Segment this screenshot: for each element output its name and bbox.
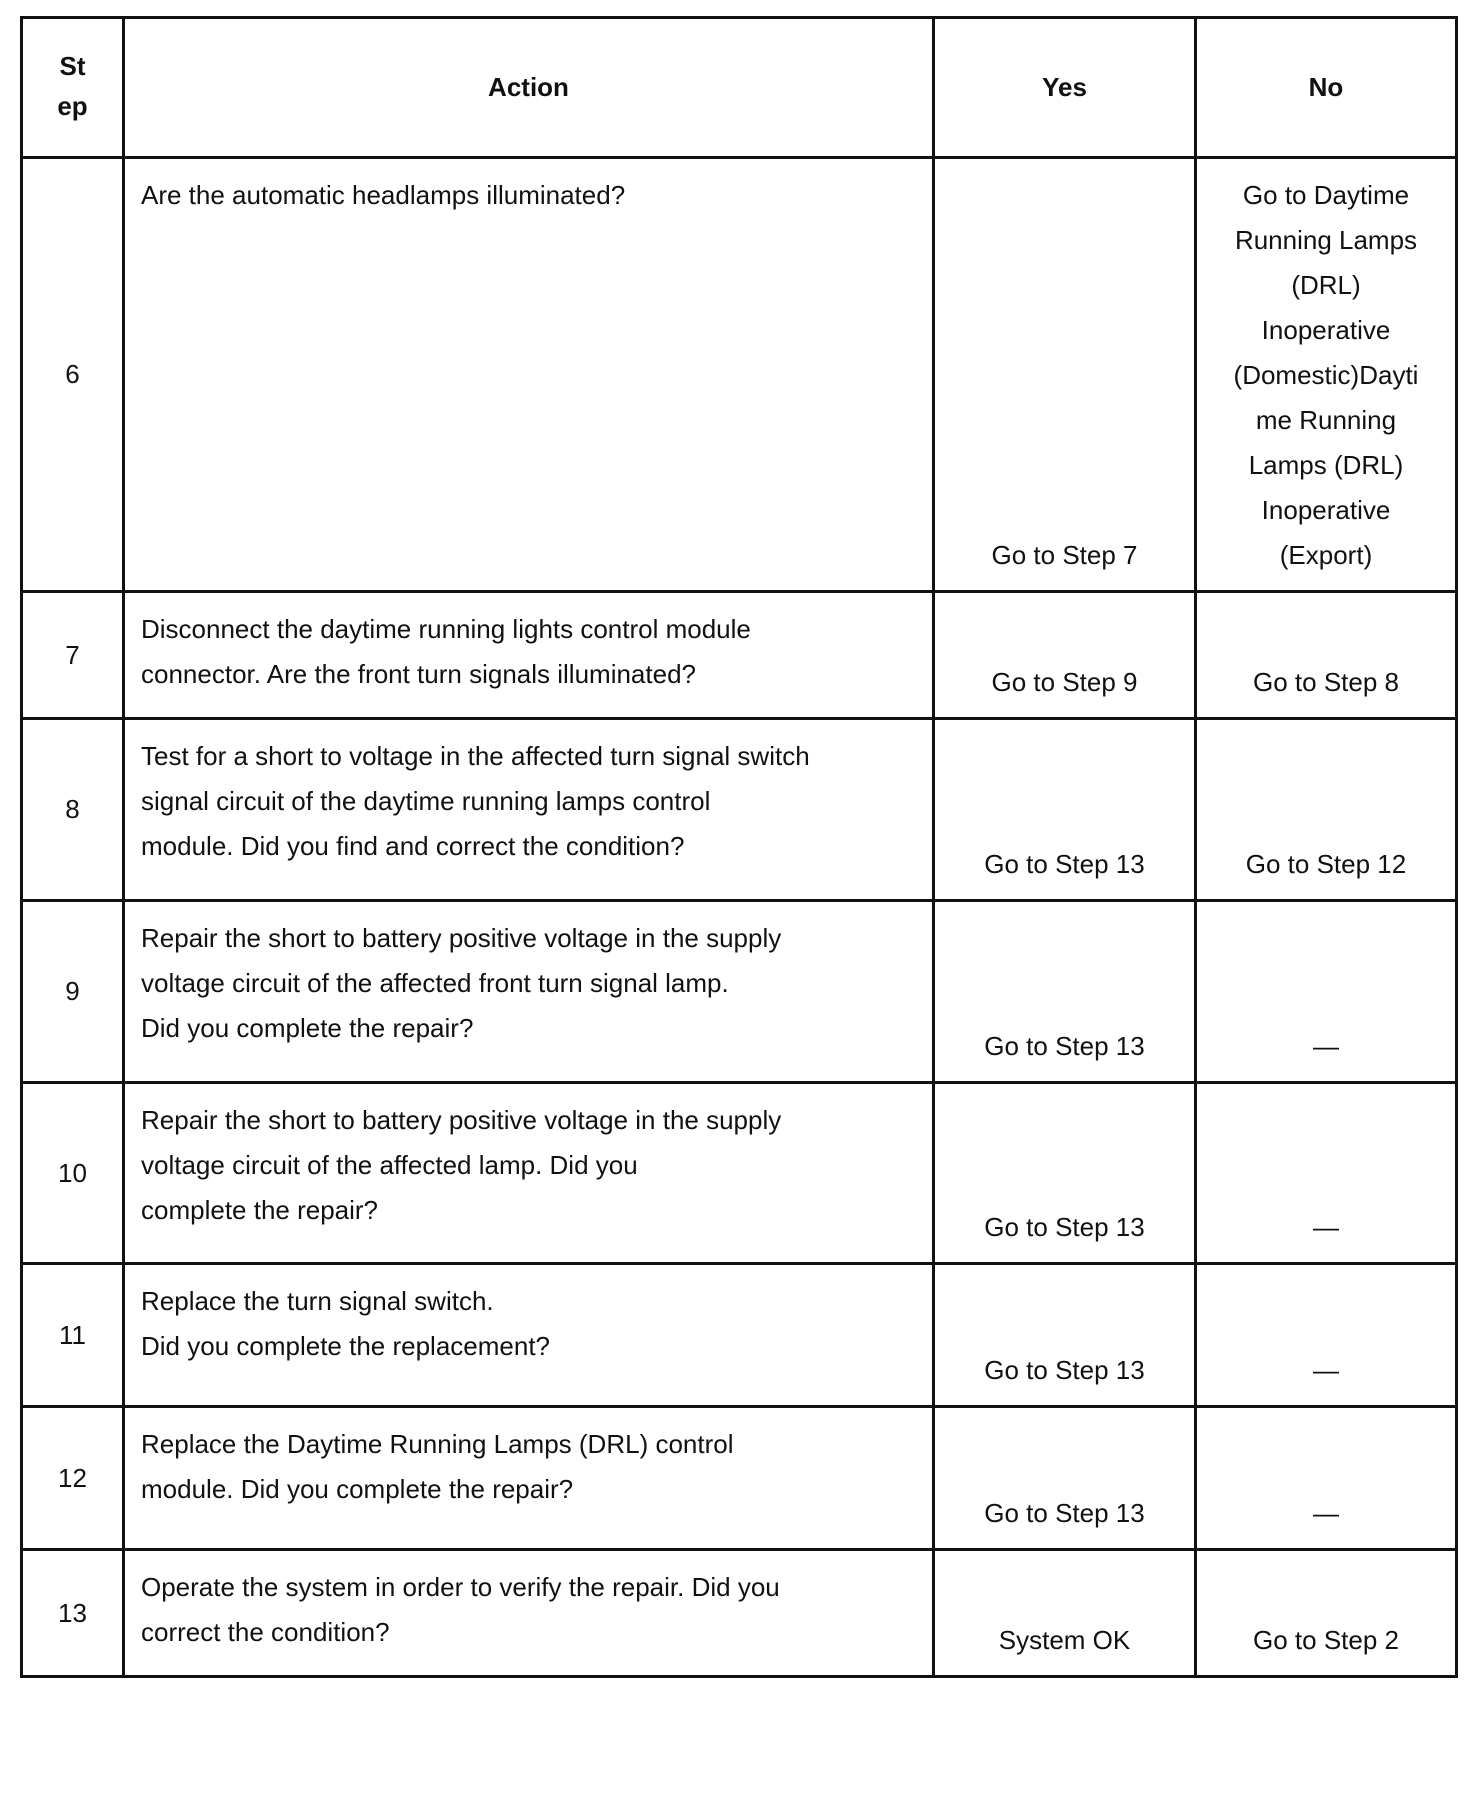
no-result: Go to Step 2 bbox=[1196, 1550, 1457, 1677]
step-number: 7 bbox=[22, 592, 124, 719]
step-number: 9 bbox=[22, 901, 124, 1083]
header-yes: Yes bbox=[934, 18, 1196, 158]
header-no: No bbox=[1196, 18, 1457, 158]
table-row bbox=[22, 158, 1457, 592]
table-row bbox=[22, 1083, 1457, 1264]
step-number: 10 bbox=[22, 1083, 124, 1264]
yes-result: Go to Step 13 bbox=[934, 1264, 1196, 1407]
step-number: 11 bbox=[22, 1264, 124, 1407]
yes-result: Go to Step 13 bbox=[934, 1407, 1196, 1550]
no-result: — bbox=[1196, 1407, 1457, 1550]
table-row bbox=[22, 592, 1457, 719]
action-text: Repair the short to battery positive voltage in the supply voltage circuit of the affected front turn signal lamp. Did you complete the repair? bbox=[124, 901, 934, 1083]
action-text: Disconnect the daytime running lights control module connector. Are the front turn signals illuminated? bbox=[124, 592, 934, 719]
no-result: — bbox=[1196, 1264, 1457, 1407]
action-text: Repair the short to battery positive voltage in the supply voltage circuit of the affected lamp. Did you complete the repair? bbox=[124, 1083, 934, 1264]
header-action: Action bbox=[124, 18, 934, 158]
step-number: 12 bbox=[22, 1407, 124, 1550]
no-result: — bbox=[1196, 901, 1457, 1083]
no-result: Go to Step 8 bbox=[1196, 592, 1457, 719]
step-number: 6 bbox=[22, 158, 124, 592]
action-text: Test for a short to voltage in the affected turn signal switch signal circuit of the daytime running lamps control module. Did you find and correct the condition? bbox=[124, 719, 934, 901]
no-result: Go to Daytime Running Lamps (DRL) Inoperative (Domestic)Daytime Running Lamps (DRL) Inoperative (Export) bbox=[1196, 158, 1457, 592]
no-result: — bbox=[1196, 1083, 1457, 1264]
table-row bbox=[22, 719, 1457, 901]
yes-result: Go to Step 9 bbox=[934, 592, 1196, 719]
yes-result: Go to Step 7 bbox=[934, 158, 1196, 592]
table-row bbox=[22, 1550, 1457, 1677]
no-result: Go to Step 12 bbox=[1196, 719, 1457, 901]
step-number: 13 bbox=[22, 1550, 124, 1677]
header-step: St ep bbox=[22, 18, 124, 158]
step-number: 8 bbox=[22, 719, 124, 901]
header-row bbox=[22, 18, 1457, 158]
table-row bbox=[22, 1407, 1457, 1550]
action-text: Replace the Daytime Running Lamps (DRL) control module. Did you complete the repair? bbox=[124, 1407, 934, 1550]
yes-result: System OK bbox=[934, 1550, 1196, 1677]
yes-result: Go to Step 13 bbox=[934, 901, 1196, 1083]
table-row bbox=[22, 1264, 1457, 1407]
action-text: Are the automatic headlamps illuminated? bbox=[124, 158, 934, 592]
action-text: Operate the system in order to verify the repair. Did you correct the condition? bbox=[124, 1550, 934, 1677]
yes-result: Go to Step 13 bbox=[934, 1083, 1196, 1264]
action-text: Replace the turn signal switch. Did you complete the replacement? bbox=[124, 1264, 934, 1407]
table-row bbox=[22, 901, 1457, 1083]
diagnostic-table bbox=[20, 16, 1458, 1678]
yes-result: Go to Step 13 bbox=[934, 719, 1196, 901]
